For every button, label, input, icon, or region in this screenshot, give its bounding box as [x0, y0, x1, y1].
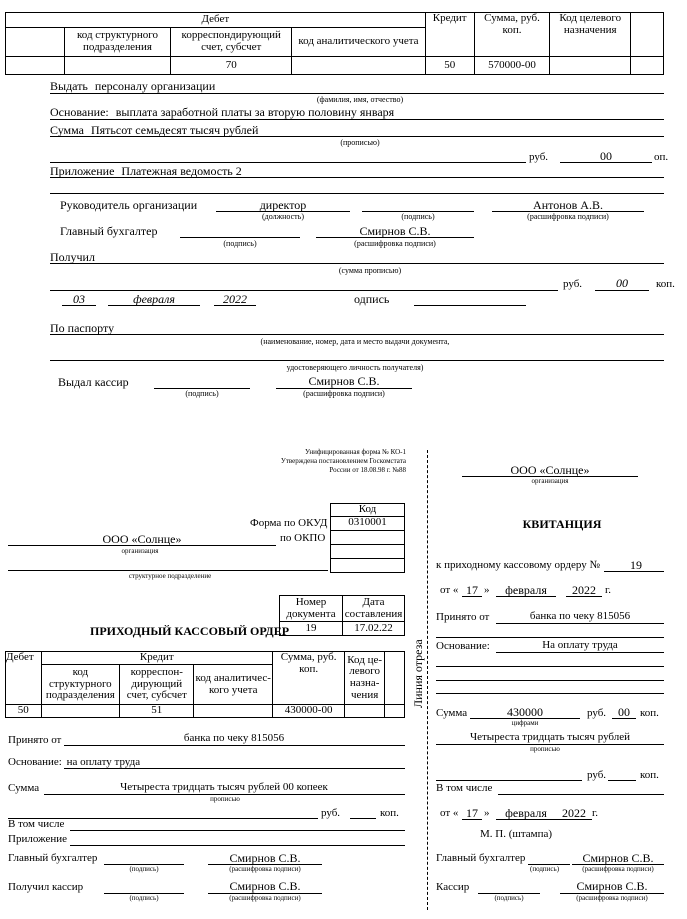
sum-label: Сумма: [50, 123, 84, 137]
corr-account-header: корреспон-дирующий счет, субсчет: [120, 665, 194, 705]
order-cashier-name: Смирнов С.В.: [229, 879, 301, 893]
struct-code-header: код структурного подразделения: [41, 665, 120, 705]
receipt-year-g: г.: [605, 584, 612, 596]
order-title: ПРИХОДНЫЙ КАССОВЫЙ ОРДЕР: [90, 624, 290, 638]
receipt-from: от «: [440, 584, 459, 596]
order-rub: руб.: [321, 807, 341, 819]
order-appendix-label: Приложение: [8, 833, 68, 845]
chief-decode-caption: (расшифровка подписи): [354, 239, 436, 248]
order-kop: коп.: [380, 807, 399, 819]
receipt-year-g-2: г.: [592, 807, 599, 819]
issue-value: персоналу организации: [94, 79, 216, 93]
number-date-box: [279, 595, 405, 636]
cashier-sign-caption: (подпись): [185, 389, 219, 398]
receipt-close-quote: »: [484, 584, 490, 596]
analytic-code-header: код аналитического учета: [292, 28, 426, 57]
cut-line-label: Линия отреза: [411, 639, 425, 708]
amount-caption: (сумма прописью): [338, 266, 402, 275]
rub-label: руб.: [529, 151, 549, 163]
date-value: 17.02.22: [343, 622, 405, 636]
head-name: Антонов А.В.: [533, 198, 603, 212]
receipt-words-caption: прописью: [530, 745, 560, 753]
receipt-rub: руб.: [587, 707, 607, 719]
empty-cell: [631, 57, 664, 75]
date-header: Дата составления: [343, 596, 405, 622]
org-name: ООО «Солнце»: [102, 532, 182, 546]
order-words-caption: прописью: [210, 795, 240, 803]
words-caption: (прописью): [340, 138, 380, 147]
corr-account-value: 51: [120, 705, 194, 718]
order-chief-label: Главный бухгалтер: [8, 852, 98, 864]
appendix-label: Приложение: [50, 164, 115, 178]
appendix-value: Платежная ведомость 2: [121, 164, 242, 178]
empty-cell: [631, 13, 664, 57]
order-accounting-table: [5, 651, 405, 718]
kop-value: 00: [600, 149, 612, 163]
receipt-accepted-label: Принято от: [436, 611, 490, 623]
digits-caption: цифрами: [511, 719, 539, 727]
issue-row: [50, 80, 215, 92]
receipt-month-2: февраля: [505, 806, 547, 820]
passport-caption: (наименование, номер, дата и место выдачи документа,: [260, 337, 450, 346]
receipt-cashier-name: Смирнов С.В.: [576, 879, 648, 893]
credit-header: Кредит: [41, 652, 272, 665]
basis-value: выплата заработной платы за вторую половину января: [115, 105, 395, 119]
receipt-from-2: от «: [440, 807, 459, 819]
decode-caption: (расшифровка подписи): [527, 212, 609, 221]
struct-code-value: [41, 705, 120, 718]
receipt-sum-digits: 430000: [507, 705, 543, 719]
top-accounting-table: [5, 12, 664, 75]
credit-value: 50: [425, 57, 474, 75]
order-cashier-decode-caption: (расшифровка подписи): [229, 894, 301, 902]
receipt-cashier-sign-caption: (подпись): [494, 894, 524, 902]
to-order-label: к приходному кассовому ордеру №: [436, 559, 600, 571]
stamp-label: М. П. (штампа): [480, 828, 553, 840]
analytic-code-header: код аналитичес-кого учета: [194, 665, 273, 705]
okpo-value: [331, 530, 405, 544]
corr-account-header: корреспондирующий счет, субсчет: [171, 28, 292, 57]
receipt-sum-label: Сумма: [436, 707, 468, 719]
chief-label: Главный бухгалтер: [60, 224, 158, 238]
head-label: Руководитель организации: [60, 198, 198, 212]
target-header: Код целевого назначения: [550, 13, 631, 57]
receipt-kop: коп.: [640, 707, 659, 719]
basis-label: Основание:: [50, 105, 109, 119]
debet-value: 50: [6, 705, 42, 718]
order-chief-decode-caption: (расшифровка подписи): [229, 865, 301, 873]
okpo-label: по ОКПО: [280, 532, 326, 544]
receipt-order-num: 19: [630, 558, 642, 572]
form-line-2: Утверждена постановлением Госкомстата: [280, 457, 406, 465]
passport-label: По паспорту: [50, 321, 115, 335]
credit-header: Кредит: [425, 13, 474, 57]
order-cashier-sign-caption: (подпись): [129, 894, 159, 902]
order-sum-label: Сумма: [8, 782, 40, 794]
receipt-day-2: 17: [466, 806, 478, 820]
chief-name: Смирнов С.В.: [359, 224, 431, 238]
empty-cell: [331, 558, 405, 572]
incl-label: В том числе: [8, 818, 65, 830]
rub2-label: руб.: [563, 278, 583, 290]
cashier-decode-caption: (расшифровка подписи): [303, 389, 385, 398]
analytic-code-value: [292, 57, 426, 75]
debet-header: Дебет: [6, 13, 426, 28]
receipt-org-caption: организация: [531, 477, 569, 485]
code-header: Код: [331, 504, 405, 517]
receipt-kop-value: 00: [618, 705, 630, 719]
receipt-sum-words: Четыреста тридцать тысяч рублей: [469, 731, 631, 743]
order-cashier-label: Получил кассир: [8, 881, 84, 893]
receipt-day: 17: [466, 583, 478, 597]
empty-cell: [385, 652, 405, 705]
kop2-value: 00: [616, 276, 628, 290]
passport-caption-2: удостоверяющего личность получателя): [286, 363, 424, 372]
order-chief-name: Смирнов С.В.: [229, 851, 301, 865]
receipt-incl-label: В том числе: [436, 782, 493, 794]
target-value: [550, 57, 631, 75]
receipt-kop-2: коп.: [640, 769, 659, 781]
org-caption: организация: [121, 547, 159, 555]
accepted-label: Принято от: [8, 734, 62, 746]
basis-label: Основание:: [8, 756, 62, 768]
receipt-close-quote-2: »: [484, 807, 490, 819]
target-header: Код це-левого назна-чения: [345, 652, 385, 705]
struct-code-header: код структурного подразделения: [64, 28, 171, 57]
basis-value: на оплату труда: [66, 756, 141, 768]
cut-line: [427, 450, 428, 910]
basis-row: [8, 757, 140, 768]
code-box: [330, 503, 405, 573]
position-caption: (должность): [262, 212, 304, 221]
okud-value: 0310001: [331, 516, 405, 530]
sum-value: 570000-00: [474, 57, 550, 75]
basis-row: [50, 106, 394, 118]
okud-label: Форма по ОКУД: [250, 517, 328, 529]
num-header: Номер документа: [280, 596, 343, 622]
debet-header: Дебет: [6, 652, 42, 705]
receipt-basis-label: Основание:: [436, 640, 490, 652]
order-chief-sign-caption: (подпись): [129, 865, 159, 873]
sum-row: [50, 124, 258, 136]
date-day: 03: [73, 292, 85, 306]
cashier-label: Выдал кассир: [58, 375, 129, 389]
empty-cell: [331, 544, 405, 558]
accepted-value: банка по чеку 815056: [183, 732, 285, 744]
receipt-chief-sign-caption: (подпись): [530, 865, 560, 873]
order-sum-value: Четыреста тридцать тысяч рублей 00 копеек: [120, 781, 328, 793]
chief-sign-caption: (подпись): [223, 239, 257, 248]
empty-cell: [385, 705, 405, 718]
receipt-org-name: ООО «Солнце»: [510, 463, 590, 477]
kop-label: оп.: [654, 151, 669, 163]
sign-word: одпись: [354, 292, 390, 306]
receipt-chief-decode-caption: (расшифровка подписи): [582, 865, 654, 873]
receipt-year: 2022: [572, 583, 596, 597]
form-line-1: Унифицированная форма № КО-1: [305, 448, 406, 456]
receipt-chief-name: Смирнов С.В.: [582, 851, 654, 865]
fio-caption: (фамилия, имя, отчество): [316, 95, 404, 104]
kop2-label: коп.: [656, 278, 675, 290]
sum-header: Сумма, руб. коп.: [273, 652, 345, 705]
date-month: февраля: [133, 292, 175, 306]
sum-header: Сумма, руб. коп.: [474, 13, 550, 57]
receipt-month: февраля: [505, 583, 547, 597]
corr-account-value: 70: [171, 57, 292, 75]
form-line-3: России от 18.08.98 г. №88: [329, 466, 406, 474]
sign-caption: (подпись): [401, 212, 435, 221]
empty-cell: [6, 57, 65, 75]
appendix-row: [50, 165, 242, 177]
cashier-name: Смирнов С.В.: [308, 374, 380, 388]
receipt-rub-2: руб.: [587, 769, 607, 781]
receipt-year-2: 2022: [562, 806, 586, 820]
num-value: 19: [280, 622, 343, 636]
receipt-cashier-label: Кассир: [436, 881, 470, 893]
dept-caption: структурное подразделение: [128, 572, 212, 580]
analytic-code-value: [194, 705, 273, 718]
date-year: 2022: [223, 292, 247, 306]
struct-code-value: [64, 57, 171, 75]
receipt-title: КВИТАНЦИЯ: [522, 517, 602, 531]
receipt-accepted-value: банка по чеку 815056: [529, 610, 631, 622]
target-value: [345, 705, 385, 718]
issue-label: Выдать: [50, 79, 88, 93]
sum-value: 430000-00: [273, 705, 345, 718]
receipt-cashier-decode-caption: (расшифровка подписи): [576, 894, 648, 902]
sum-value: Пятьсот семьдесят тысяч рублей: [90, 123, 259, 137]
head-position: директор: [259, 198, 307, 212]
receipt-chief-label: Главный бухгалтер: [436, 852, 526, 864]
empty-cell: [6, 28, 65, 57]
receipt-basis-value: На оплату труда: [542, 639, 618, 651]
received-label: Получил: [50, 250, 95, 264]
